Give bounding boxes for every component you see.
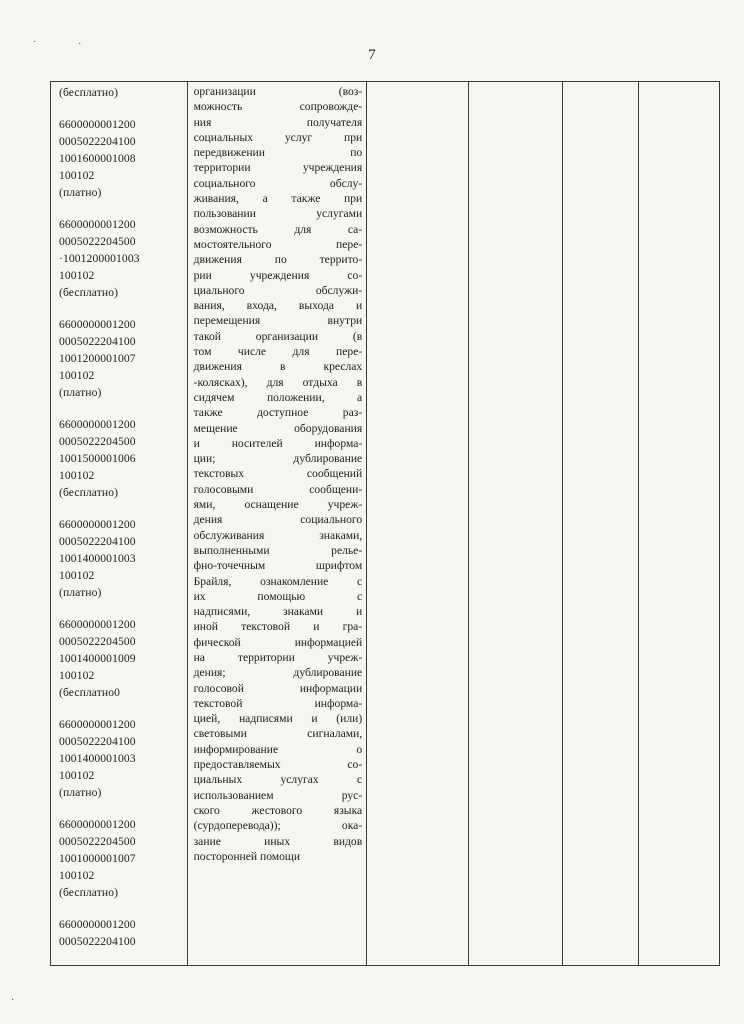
- scan-speck: ·: [78, 39, 82, 50]
- description-text: [194, 84, 363, 864]
- description-line: мещение оборудования: [193, 421, 363, 435]
- empty-cell: [562, 82, 638, 966]
- description-line: такой организации (в: [193, 329, 363, 343]
- code-line: 0005022204500: [59, 835, 136, 848]
- description-line: ями, оснащение учреж-: [193, 498, 363, 512]
- code-line: 6600000001200: [59, 318, 136, 331]
- code-line: 0005022204500: [59, 435, 136, 448]
- table-row: [51, 82, 720, 966]
- description-line: перемещения внутри: [193, 314, 363, 328]
- description-line: ского жестового языка: [193, 803, 363, 817]
- description-line: циальных услугах с: [193, 773, 363, 787]
- code-line: 100102: [59, 369, 95, 382]
- service-code-entry: [59, 84, 187, 101]
- description-line: дения; дублирование: [193, 666, 363, 680]
- description-line: дения социального: [193, 513, 363, 527]
- description-line: социального обслу-: [193, 176, 363, 190]
- description-cell: [187, 82, 367, 966]
- description-line: передвижении по: [193, 146, 363, 160]
- code-line: 6600000001200: [59, 618, 136, 631]
- description-line: фно-точечным шрифтом: [193, 559, 363, 573]
- page-number: 7: [368, 47, 376, 63]
- description-line: возможность для са-: [193, 222, 363, 236]
- code-line: 0005022204100: [59, 135, 136, 148]
- description-line: вания, входа, выхода и: [193, 299, 363, 313]
- code-line: 100102: [59, 769, 95, 782]
- description-line: фической информацией: [193, 635, 363, 649]
- description-line: можность сопровожде-: [193, 100, 363, 114]
- description-line: рии учреждения со-: [193, 268, 363, 282]
- description-line: и носителей информа-: [193, 436, 363, 450]
- code-line: 1001600001008: [59, 152, 136, 165]
- description-line: циального обслужи-: [193, 283, 363, 297]
- description-line: световыми сигналами,: [193, 727, 363, 741]
- service-code-entry: [59, 416, 187, 501]
- service-code-entry: [59, 616, 187, 701]
- code-line: (платно): [59, 186, 102, 199]
- description-line: движения в креслах: [193, 360, 363, 374]
- service-code-entry: [59, 816, 187, 901]
- code-line: 100102: [59, 269, 95, 282]
- code-line: 1001400001003: [59, 552, 136, 565]
- description-line: территории учреждения: [193, 161, 363, 175]
- description-line: надписями, знаками и: [193, 605, 363, 619]
- service-code-entry: [59, 316, 187, 401]
- description-line: (сурдоперевода)); ока-: [193, 819, 363, 833]
- code-line: 6600000001200: [59, 218, 136, 231]
- description-line: движения по террито-: [193, 253, 363, 267]
- service-code-entry: [59, 516, 187, 601]
- code-line: 6600000001200: [59, 518, 136, 531]
- description-line: зание иных видов: [193, 834, 363, 848]
- description-line: на территории учреж-: [193, 650, 363, 664]
- description-line: Брайля, ознакомление с: [193, 574, 363, 588]
- description-line: использованием рус-: [193, 788, 363, 802]
- description-line: обслуживания знаками,: [193, 528, 363, 542]
- code-line: (бесплатно): [59, 86, 119, 99]
- service-code-entry: [59, 216, 187, 301]
- code-line: (платно): [59, 586, 102, 599]
- description-line: -колясках), для отдыха в: [193, 375, 363, 389]
- description-line: также доступное раз-: [193, 406, 363, 420]
- description-line: ния получателя: [193, 115, 363, 129]
- code-line: 1001200001007: [59, 352, 136, 365]
- empty-cell: [469, 82, 563, 966]
- codes-list: [59, 84, 187, 950]
- code-line: 100102: [59, 169, 95, 182]
- code-line: 100102: [59, 569, 95, 582]
- description-line: выполненными релье-: [193, 543, 363, 557]
- code-line: ·1001200001003: [59, 252, 140, 265]
- code-line: 100102: [59, 869, 95, 882]
- description-line: иной текстовой и гра-: [193, 620, 363, 634]
- description-line: голосовой информации: [193, 681, 363, 695]
- code-line: (платно): [59, 786, 102, 799]
- description-line: посторонней помощи: [193, 849, 301, 863]
- description-line: текстовой информа-: [193, 696, 363, 710]
- scan-speck: ·: [11, 995, 15, 1006]
- description-line: их помощью с: [193, 589, 363, 603]
- code-line: 100102: [59, 469, 95, 482]
- scan-speck: ·: [33, 37, 37, 48]
- code-line: (бесплатно): [59, 886, 119, 899]
- code-line: (бесплатно): [59, 486, 119, 499]
- code-line: 0005022204100: [59, 335, 136, 348]
- description-line: социальных услуг при: [193, 130, 363, 144]
- code-line: 0005022204500: [59, 235, 136, 248]
- description-line: мостоятельного пере-: [193, 237, 363, 251]
- code-line: 100102: [59, 669, 95, 682]
- description-line: сидячем положении, а: [193, 390, 363, 404]
- empty-cell: [367, 82, 469, 966]
- description-line: цией, надписями и (или): [193, 712, 363, 726]
- code-line: 6600000001200: [59, 118, 136, 131]
- description-line: ции; дублирование: [193, 452, 363, 466]
- codes-cell: [51, 82, 188, 966]
- code-line: 0005022204100: [59, 535, 136, 548]
- code-line: (бесплатно): [59, 286, 119, 299]
- service-code-entry: [59, 916, 187, 950]
- code-line: (платно): [59, 386, 102, 399]
- code-line: (бесплатно0: [59, 686, 120, 699]
- description-line: живания, а также при: [193, 192, 363, 206]
- empty-cell: [639, 82, 720, 966]
- service-code-entry: [59, 116, 187, 201]
- code-line: 1001000001007: [59, 852, 136, 865]
- code-line: 0005022204100: [59, 735, 136, 748]
- description-line: организации (воз-: [193, 85, 363, 98]
- code-line: 6600000001200: [59, 718, 136, 731]
- code-line: 6600000001200: [59, 418, 136, 431]
- document-table: [50, 81, 720, 966]
- description-line: текстовых сообщений: [193, 467, 363, 481]
- code-line: 1001500001006: [59, 452, 136, 465]
- code-line: 6600000001200: [59, 918, 136, 931]
- description-line: предоставляемых со-: [193, 758, 363, 772]
- service-code-entry: [59, 716, 187, 801]
- description-line: голосовыми сообщени-: [193, 482, 363, 496]
- description-line: пользовании услугами: [193, 207, 363, 221]
- description-line: том числе для пере-: [193, 345, 363, 359]
- code-line: 1001400001003: [59, 752, 136, 765]
- code-line: 0005022204500: [59, 635, 136, 648]
- description-line: информирование о: [193, 742, 363, 756]
- code-line: 0005022204100: [59, 935, 136, 948]
- code-line: 1001400001009: [59, 652, 136, 665]
- code-line: 6600000001200: [59, 818, 136, 831]
